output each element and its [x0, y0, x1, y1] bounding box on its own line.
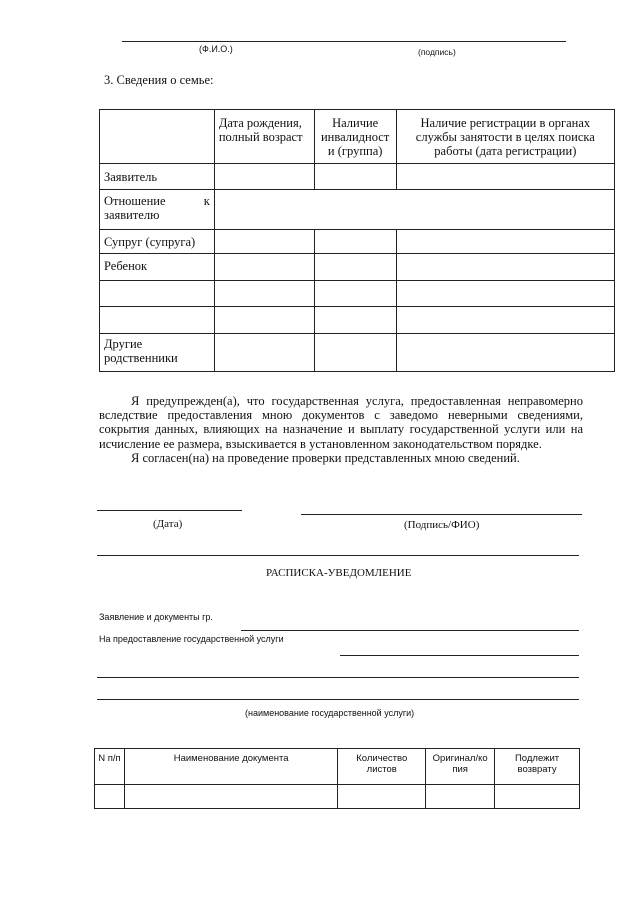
cell-others-birth[interactable] — [214, 334, 314, 372]
relation-to: заявителю — [104, 208, 160, 222]
docs-from-label: Заявление и документы гр. — [99, 612, 213, 622]
row-label-relation — [100, 190, 215, 230]
cell-applicant-birth[interactable] — [214, 164, 314, 190]
family-table — [99, 109, 615, 372]
table-row — [100, 190, 615, 230]
cell-spouse-registration[interactable] — [396, 230, 614, 254]
header-disability: Наличие инвалидност и (группа) — [314, 110, 396, 164]
docs-cell-name[interactable] — [124, 785, 337, 809]
docs-from-line — [241, 630, 579, 631]
row-label-spouse: Супруг (супруга) — [100, 230, 215, 254]
header-registration: Наличие регистрации в органах службы занятости в целях поиска работы (дата регистрации) — [396, 110, 614, 164]
docs-table — [94, 748, 580, 809]
docs-header-num: N п/п — [95, 749, 125, 785]
cell-applicant-disability[interactable] — [314, 164, 396, 190]
table-row — [100, 334, 615, 372]
header-birth: Дата рождения, полный возраст — [214, 110, 314, 164]
table-row — [100, 164, 615, 190]
separator-line — [97, 555, 579, 556]
service-line-1 — [97, 677, 579, 678]
service-line-2 — [97, 699, 579, 700]
relation-word: Отношение — [104, 194, 166, 208]
cell-child-birth[interactable] — [214, 254, 314, 281]
docs-header-sheets: Количество листов — [338, 749, 426, 785]
row-label-child: Ребенок — [100, 254, 215, 281]
cell-relation[interactable] — [214, 190, 614, 230]
cell-spouse-disability[interactable] — [314, 230, 396, 254]
warning-text — [99, 394, 583, 465]
sign-line — [301, 514, 582, 515]
row-label-applicant: Заявитель — [100, 164, 215, 190]
docs-header-original: Оригинал/ко пия — [426, 749, 495, 785]
cell-child3-registration[interactable] — [396, 307, 614, 334]
cell-child3-birth[interactable] — [214, 307, 314, 334]
warning-paragraph: Я предупрежден(а), что государственная услуга, предоставленная неправомерно вследствие предоставления мною документов с заведомо неверными сведениями, сокрытия данных, влияющих на назначение и выплату государственной услуги или на исчисление ее размера, взыскивается в установленном законодательством порядке. — [99, 394, 583, 451]
cell-others-disability[interactable] — [314, 334, 396, 372]
docs-cell-num[interactable] — [95, 785, 125, 809]
receipt-title: РАСПИСКА-УВЕДОМЛЕНИЕ — [266, 567, 412, 579]
table-header-row — [100, 110, 615, 164]
signature-label: (подпись) — [418, 47, 456, 57]
table-row — [100, 230, 615, 254]
cell-child3-disability[interactable] — [314, 307, 396, 334]
table-row — [95, 785, 580, 809]
date-line — [97, 510, 242, 511]
docs-header-return: Подлежит возврату — [495, 749, 580, 785]
relation-k: к — [203, 194, 210, 208]
docs-header-row — [95, 749, 580, 785]
cell-applicant-registration[interactable] — [396, 164, 614, 190]
docs-header-name: Наименование документа — [124, 749, 337, 785]
cell-child-disability[interactable] — [314, 254, 396, 281]
cell-child2-registration[interactable] — [396, 281, 614, 307]
for-service-line — [340, 655, 579, 656]
row-label-others: Другие родственники — [100, 334, 215, 372]
docs-cell-return[interactable] — [495, 785, 580, 809]
fio-label: (Ф.И.О.) — [199, 44, 233, 54]
cell-child-registration[interactable] — [396, 254, 614, 281]
cell-child2-disability[interactable] — [314, 281, 396, 307]
cell-child3-label[interactable] — [100, 307, 215, 334]
docs-cell-original[interactable] — [426, 785, 495, 809]
docs-cell-sheets[interactable] — [338, 785, 426, 809]
sign-label: (Подпись/ФИО) — [404, 519, 480, 531]
section-title: 3. Сведения о семье: — [104, 73, 214, 87]
consent-paragraph: Я согласен(на) на проведение проверки представленных мною сведений. — [131, 450, 520, 465]
service-name-label: (наименование государственной услуги) — [245, 708, 415, 718]
header-cell-empty — [100, 110, 215, 164]
cell-child2-label[interactable] — [100, 281, 215, 307]
for-service-label: На предоставление государственной услуги — [99, 634, 284, 644]
fio-line — [122, 41, 566, 42]
table-row — [100, 281, 615, 307]
cell-spouse-birth[interactable] — [214, 230, 314, 254]
cell-child2-birth[interactable] — [214, 281, 314, 307]
date-label: (Дата) — [153, 518, 183, 530]
table-row — [100, 254, 615, 281]
cell-others-registration[interactable] — [396, 334, 614, 372]
table-row — [100, 307, 615, 334]
